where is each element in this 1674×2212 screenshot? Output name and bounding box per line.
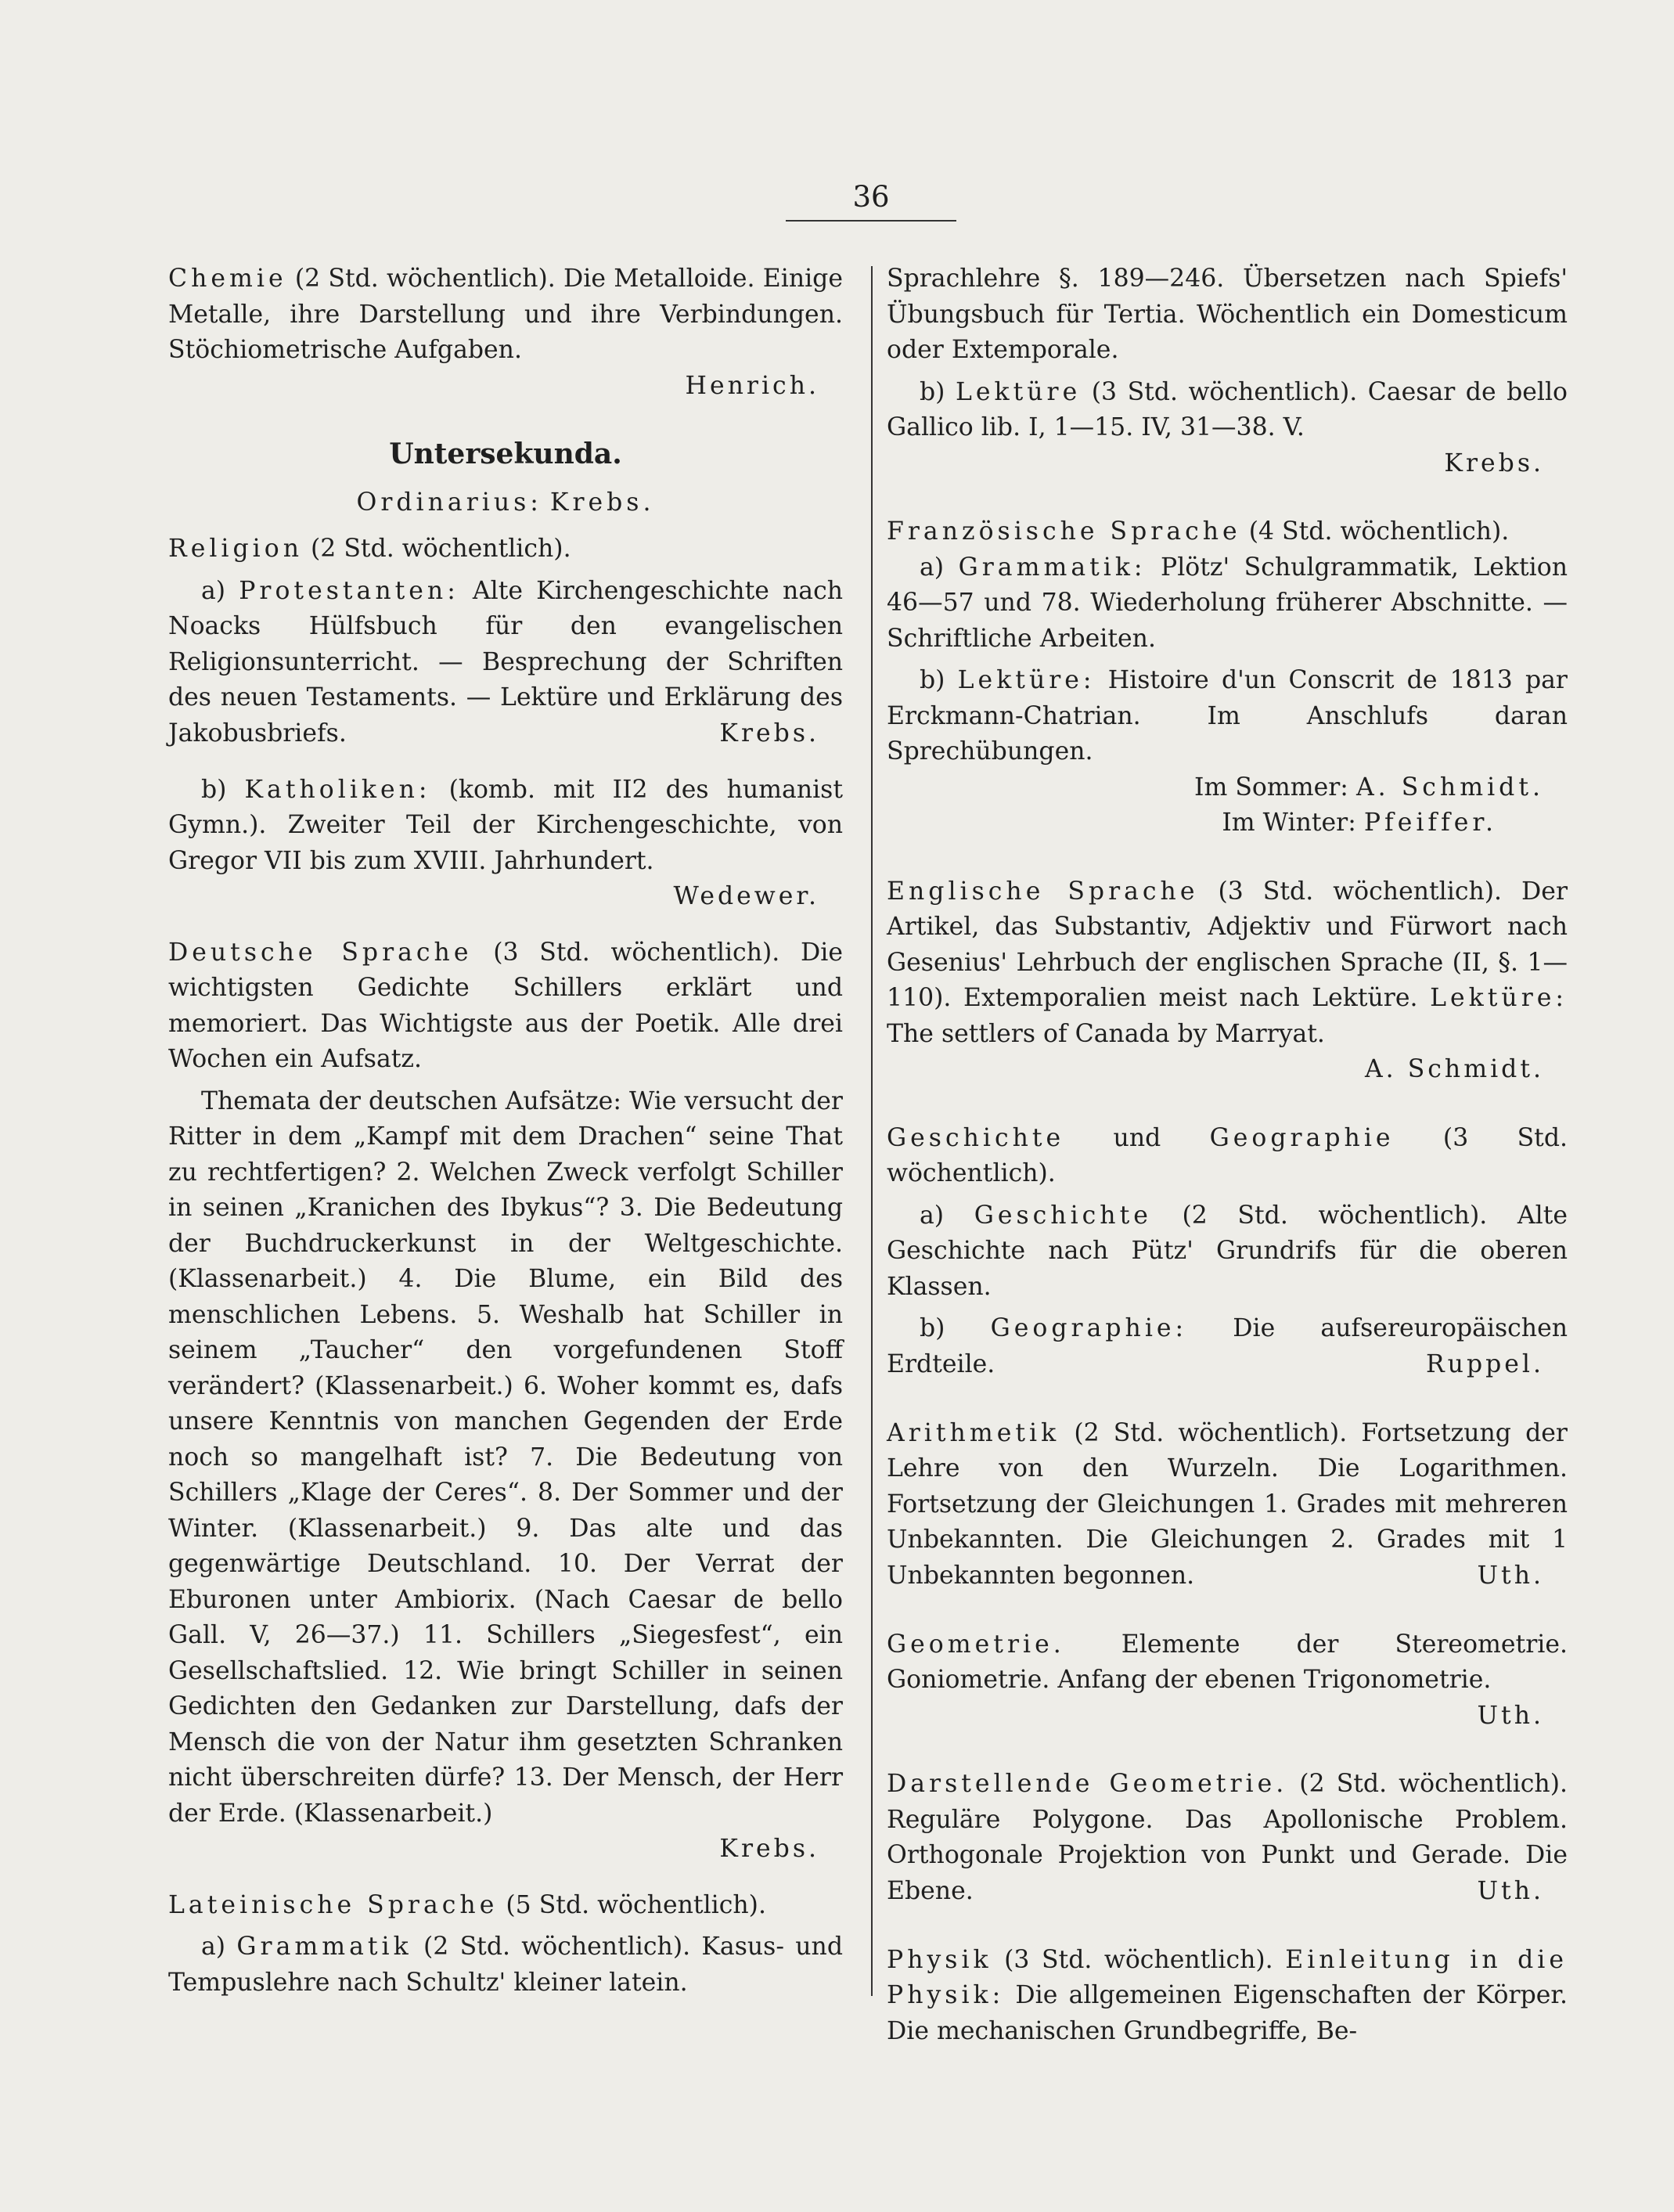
item-term: Geschichte: [974, 1201, 1152, 1230]
teacher-label: Im Sommer:: [1194, 773, 1348, 802]
subject-text: (3 Std. wöchentlich). Der Artikel, das Substantiv, Adjektiv und Fürwort nach Gesenius' Lehrbuch der englischen Sprache (II, §. 1—110). Extemporalien meist nach Lektüre.: [887, 877, 1568, 1012]
item-term: Lektüre:: [957, 666, 1096, 694]
subject-term: Arithmetik: [887, 1418, 1060, 1447]
subject-text: Elemente der Stereometrie. Goniometrie. Anfang der ebenen Trigonometrie.: [887, 1630, 1568, 1694]
item-text: The settlers of Canada by Marryat.: [887, 1019, 1325, 1048]
item-term: Lektüre: [955, 377, 1082, 406]
teacher-name: Uth.: [1477, 1562, 1544, 1590]
item-label: a): [920, 553, 945, 582]
subject-term: Physik: [887, 1945, 992, 1974]
ordinarius-label: Ordinarius:: [356, 488, 542, 517]
item-label: b): [920, 377, 945, 406]
item-term: Grammatik:: [958, 553, 1147, 582]
section-latein-continued: [887, 261, 1568, 481]
subject-term: Darstellende Geometrie.: [887, 1770, 1288, 1798]
teacher-name: Pfeiffer.: [1363, 809, 1497, 837]
teacher-winter: [887, 805, 1568, 841]
item-term: Grammatik: [236, 1933, 412, 1961]
teacher-name: Ruppel.: [1425, 1350, 1544, 1378]
section-latein: [168, 1888, 843, 2001]
item-text: Die allgemeinen Eigenschaften der Körper. Die mechanischen Grundbegriffe, Be-: [887, 1981, 1568, 2045]
class-heading: Untersekunda.: [389, 438, 622, 470]
section-englisch: [887, 874, 1568, 1088]
teacher-summer: [887, 770, 1568, 806]
item-text: (2 Std. wöchentlich). Kasus- und Tempuslehre nach Schultz' kleiner latein.: [168, 1933, 843, 1997]
ordinarius-line: [168, 485, 843, 521]
item-text: Plötz' Schulgrammatik, Lektion 46—57 und 78. Wiederholung früherer Abschnitte. — Schriftliche Arbeiten.: [887, 553, 1568, 653]
item-term: Geographie:: [990, 1314, 1188, 1342]
left-column: [168, 261, 843, 2001]
essay-topics: Themata der deutschen Aufsätze: Wie versucht der Ritter in dem „Kampf mit dem Drachen“ seine That zu rechtfertigen? 2. Welchen Zweck verfolgt Schiller in seinen „Kranichen des Ibykus“? 3. Die Bedeutung der Buchdruckerkunst in der Weltgeschichte. (Klassenarbeit.) 4. Die Blume, ein Bild des menschlichen Lebens. 5. Weshalb hat Schiller in seinem „Taucher“ den vorgefundenen Stoff verändert? (Klassenarbeit.) 6. Woher kommt es, dafs unsere Kenntnis von manchen Gegenden der Erde noch so mangelhaft ist? 7. Die Bedeutung von Schillers „Klage der Ceres“. 8. Der Sommer und der Winter. (Klassenarbeit.) 9. Das alte und das gegenwärtige Deutschland. 10. Der Verrat der Eburonen unter Ambiorix. (Nach Caesar de bello Gall. V, 26—37.) 11. Schillers „Siegesfest“, ein Gesellschaftslied. 12. Wie bringt Schiller in seinen Gedichten den Gedanken zur Darstellung, dafs der Mensch die von der Natur ihm gesetzten Schranken nicht überschreiten dürfe? 13. Der Mensch, der Herr der Erde. (Klassenarbeit.): [168, 1086, 843, 1828]
section-franzoesisch: [887, 514, 1568, 841]
teacher-name: A. Schmidt.: [1355, 773, 1544, 802]
teacher-name: Krebs.: [719, 1835, 819, 1863]
item-label: b): [920, 666, 945, 694]
subject-term: Chemie: [168, 265, 287, 293]
page-number: 36: [786, 180, 956, 222]
teacher-name: Uth.: [1477, 1701, 1544, 1730]
item-label: b): [201, 775, 227, 804]
item-text: (3 Std. wöchentlich). Caesar de bello Gallico lib. I, 1—15. IV, 31—38. V.: [887, 377, 1568, 441]
subject-term: Geschichte: [887, 1123, 1065, 1152]
subject-term: Lateinische Sprache: [168, 1890, 499, 1919]
subject-text: (2 Std. wöchentlich). Fortsetzung der Lehre von den Wurzeln. Die Logarithmen. Fortsetzung der Gleichungen 1. Grades mit mehreren Unbekannten. Die Gleichungen 2. Grades mit 1 Unbekannten begonnen.: [887, 1418, 1568, 1590]
section-chemie: [168, 261, 843, 404]
item-text: (komb. mit II2 des humanist Gymn.). Zweiter Teil der Kirchengeschichte, von Gregor VII bis zum XVIII. Jahrhundert.: [168, 775, 843, 875]
teacher-name: Krebs.: [1444, 449, 1544, 477]
subject-text: (3 Std. wöchentlich).: [887, 1123, 1568, 1187]
subject-text: (5 Std. wöchentlich).: [498, 1890, 766, 1919]
item-label: a): [201, 1933, 226, 1961]
ordinarius-name: Krebs.: [549, 488, 655, 517]
subject-text: Sprachlehre §. 189—246. Übersetzen nach Spiefs' Übungsbuch für Tertia. Wöchentlich ein Domesticum oder Extemporale.: [887, 265, 1568, 364]
item-text: Die aufsereuropäischen Erdteile.: [887, 1314, 1568, 1378]
teacher-name: A. Schmidt.: [1364, 1055, 1544, 1083]
item-term: Einleitung in die Physik:: [887, 1945, 1568, 2009]
item-term: Protestanten:: [239, 576, 459, 605]
section-religion: [168, 531, 843, 915]
item-term: Lektüre:: [1430, 984, 1568, 1012]
item-label: a): [920, 1201, 945, 1230]
teacher-name: Krebs.: [719, 719, 819, 748]
column-divider: [871, 266, 873, 1996]
item-label: a): [201, 576, 226, 605]
subject-text: (2 Std. wöchentlich). Die Metalloide. Einige Metalle, ihre Darstellung und ihre Verbindungen. Stöchiometrische Aufgaben.: [168, 265, 843, 364]
subject-term: Geographie: [1209, 1123, 1395, 1152]
section-arithmetik: [887, 1416, 1568, 1594]
item-text: Alte Kirchengeschichte nach Noacks Hülfsbuch für den evangelischen Religionsunterricht. — Besprechung der Schriften des neuen Testaments. — Lektüre und Erklärung des Jakobusbriefs.: [168, 576, 844, 748]
teacher-name: Uth.: [1477, 1877, 1544, 1905]
subject-term: Geometrie.: [887, 1630, 1065, 1659]
subject-term: Französische Sprache: [887, 517, 1241, 546]
section-darstellende-geometrie: [887, 1767, 1568, 1910]
subject-text: (2 Std. wöchentlich).: [303, 535, 571, 563]
subject-term: Englische Sprache: [887, 877, 1199, 906]
teacher-name: Wedewer.: [673, 882, 819, 910]
section-physik: [887, 1943, 1568, 2050]
subject-text: (3 Std. wöchentlich).: [992, 1945, 1273, 1974]
teacher-name: Henrich.: [685, 371, 819, 400]
section-geometrie: [887, 1627, 1568, 1735]
section-geschichte: [887, 1121, 1568, 1383]
item-label: b): [920, 1314, 945, 1342]
subject-term: Deutsche Sprache: [168, 938, 473, 967]
subject-text: (3 Std. wöchentlich). Die wichtigsten Gedichte Schillers erklärt und memoriert. Das Wichtigste aus der Poetik. Alle drei Wochen ein Aufsatz.: [168, 938, 844, 1073]
subject-connector: und: [1064, 1123, 1210, 1152]
section-deutsch: [168, 935, 843, 1868]
item-text: Histoire d'un Conscrit de 1813 par Erckmann-Chatrian. Im Anschlufs daran Sprechübungen.: [887, 666, 1568, 766]
teacher-label: Im Winter:: [1222, 809, 1356, 837]
subject-text: (4 Std. wöchentlich).: [1240, 517, 1510, 546]
item-term: Katholiken:: [244, 775, 431, 804]
right-column: [887, 261, 1568, 2049]
item-text: (2 Std. wöchentlich). Alte Geschichte nach Pütz' Grundrifs für die oberen Klassen.: [887, 1201, 1568, 1301]
subject-text: (2 Std. wöchentlich). Reguläre Polygone. Das Apollonische Problem. Orthogonale Projektion von Punkt und Gerade. Die Ebene.: [887, 1770, 1568, 1905]
subject-term: Religion: [168, 535, 303, 563]
